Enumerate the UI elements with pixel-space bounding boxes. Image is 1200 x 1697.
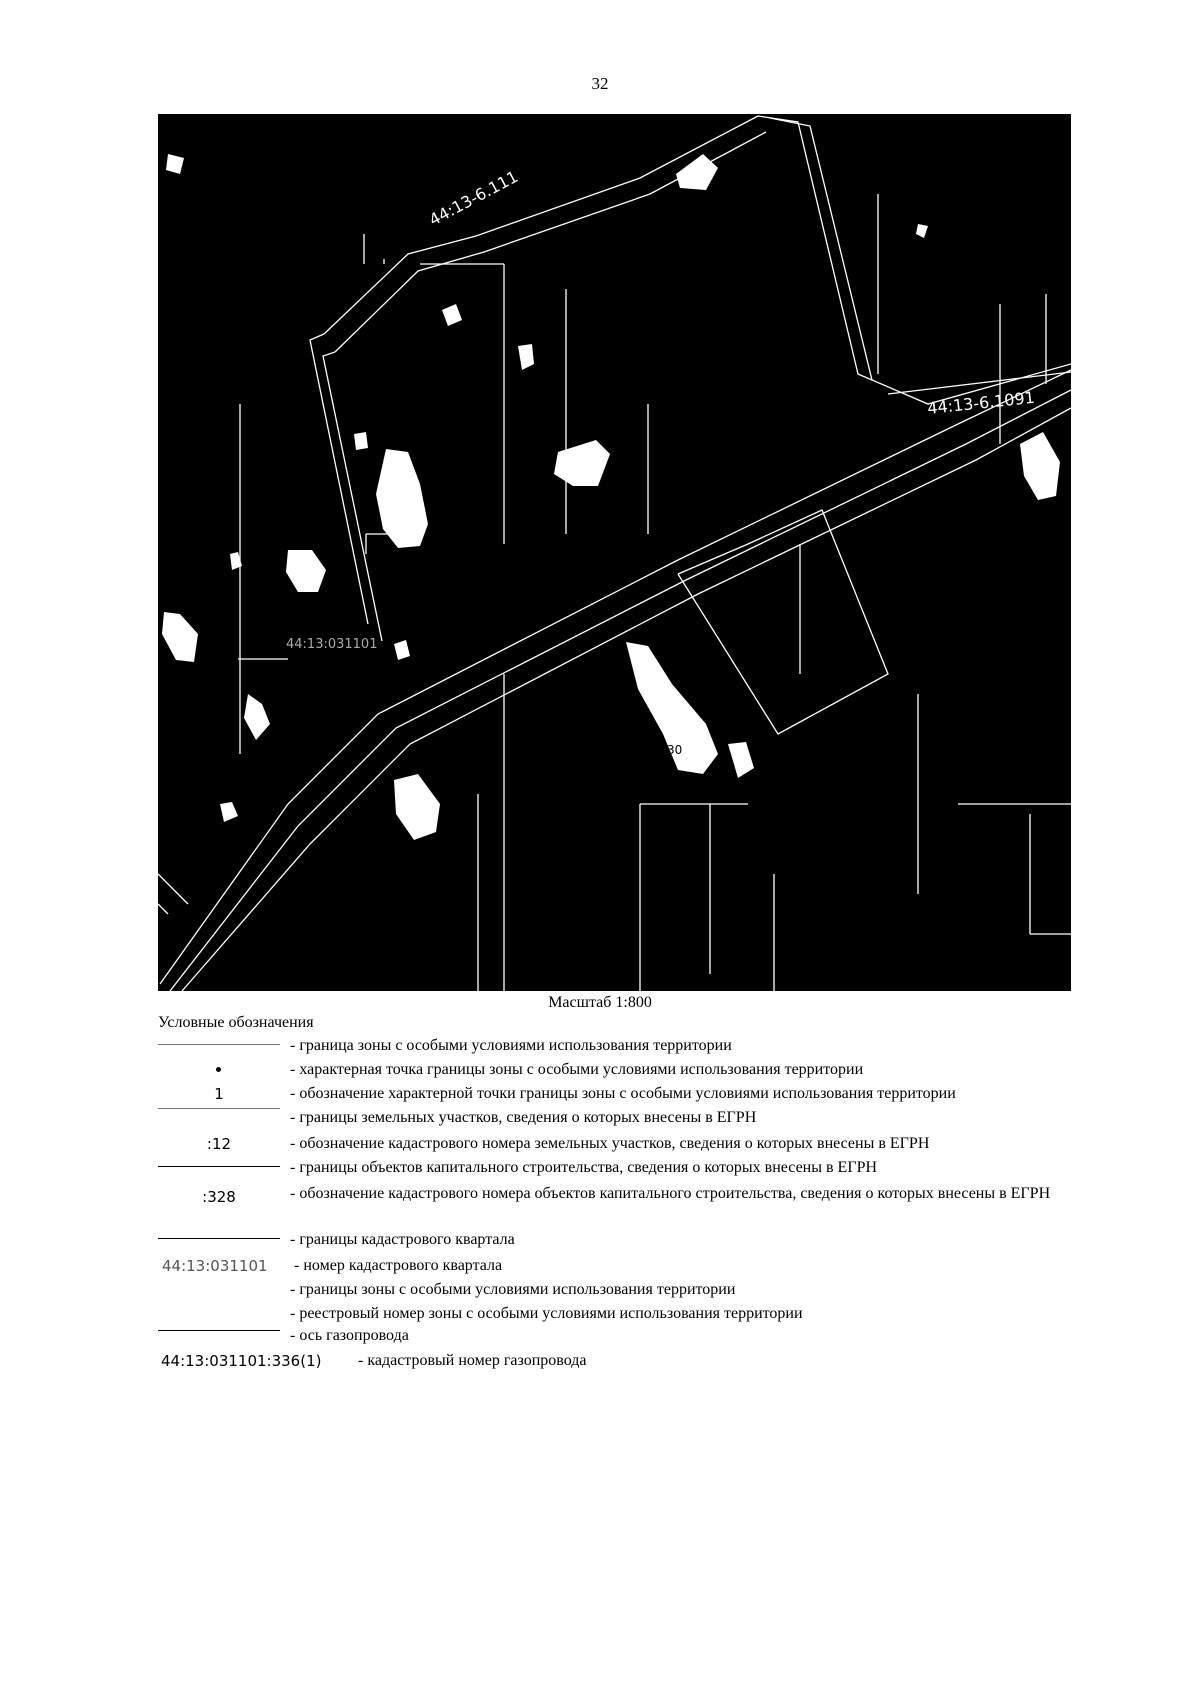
- legend-row-zone-registry-number: [158, 1304, 1078, 1326]
- legend-row-zone-boundary: [158, 1036, 1078, 1058]
- legend-row-parcel-number: [158, 1134, 1078, 1156]
- legend-text: - ось газопровода: [290, 1327, 409, 1344]
- quarter-label: 44:13:031101: [286, 637, 378, 652]
- legend-row-point-number: [158, 1084, 1078, 1106]
- legend-text: - границы объектов капитального строительства, сведения о которых внесены в ЕГРН: [290, 1159, 878, 1176]
- pipeline-desc: - кадастровый номер газопровода: [358, 1352, 587, 1369]
- zone-label-2: 44:13-6.1091: [926, 387, 1036, 418]
- legend-row-building-number: [158, 1184, 1078, 1226]
- legend-title: Условные обозначения: [158, 1014, 314, 1031]
- legend-text: - границы зоны с особыми условиями использования территории: [290, 1281, 736, 1298]
- legend-row-quarter-number: [158, 1256, 1078, 1278]
- map-scale: Масштаб 1:800: [548, 994, 652, 1011]
- zone-label-1: 44:13-6.111: [425, 166, 522, 230]
- cadastral-map[interactable]: [158, 114, 1071, 991]
- legend-text: - обозначение кадастрового номера земельных участков, сведения о которых внесены в ЕГРН: [290, 1135, 930, 1152]
- legend-text: - номер кадастрового квартала: [294, 1257, 503, 1274]
- legend-symbol-text: :12: [206, 1135, 232, 1153]
- legend-row-zone-boundary-2: [158, 1280, 1078, 1302]
- legend-text: - обозначение характерной точки границы зоны с особыми условиями использования территории: [290, 1085, 956, 1102]
- legend-text: - граница зоны с особыми условиями использования территории: [290, 1037, 732, 1054]
- legend-text: - границы земельных участков, сведения о которых внесены в ЕГРН: [290, 1109, 757, 1126]
- legend-symbol: [158, 1060, 280, 1082]
- parcel-label: :30: [663, 743, 683, 757]
- legend-row-gas-axis: [158, 1326, 1078, 1348]
- page-number: 32: [591, 74, 609, 93]
- legend-text: - характерная точка границы зоны с особыми условиями использования территории: [290, 1061, 864, 1078]
- legend-symbol: [158, 1326, 280, 1348]
- legend-row-zone-point: [158, 1060, 1078, 1082]
- legend-line: [158, 1044, 280, 1045]
- legend-text: - границы кадастрового квартала: [290, 1231, 515, 1248]
- legend-symbol-text: 44:13:031101: [162, 1257, 268, 1275]
- legend-symbol: [158, 1230, 280, 1252]
- legend-row-building-boundary: [158, 1158, 1078, 1180]
- legend-line: [158, 1330, 280, 1331]
- pipeline-code: 44:13:031101:336(1): [161, 1352, 322, 1370]
- legend-symbol: [158, 1158, 280, 1180]
- legend-symbol-text: :328: [202, 1188, 236, 1206]
- legend-symbol: [158, 1036, 280, 1058]
- legend-row-quarter-boundary: [158, 1230, 1078, 1252]
- legend-text: - реестровый номер зоны с особыми условиями использования территории: [290, 1305, 803, 1322]
- legend-text: - обозначение кадастрового номера объектов капитального строительства, сведения о которых внесены в ЕГРН: [290, 1185, 1051, 1202]
- point-dot-icon: [216, 1067, 221, 1072]
- legend-symbol-text: 1: [214, 1085, 224, 1103]
- legend-row-parcel-boundary: [158, 1108, 1078, 1130]
- legend-line: [158, 1238, 280, 1239]
- legend-line: [158, 1166, 280, 1167]
